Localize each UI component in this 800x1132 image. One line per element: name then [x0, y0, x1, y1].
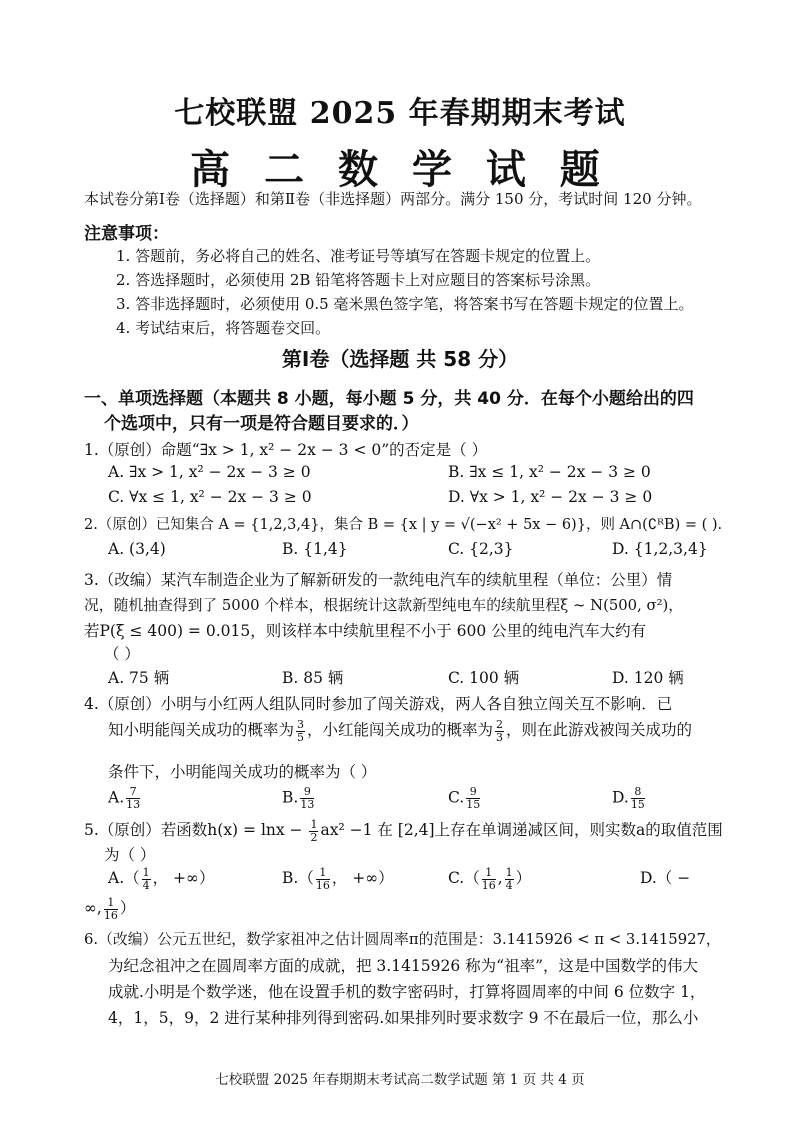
- q4-d-den: 15: [630, 798, 645, 811]
- q3-line4: （ ）: [104, 645, 140, 663]
- q4-fraction-xiaoming: [296, 719, 305, 744]
- q4-line2: [108, 718, 692, 744]
- q5-line1-part2: ax² −1 在 [2,4]上存在单调递减区间，则实数a的取值范围: [320, 821, 723, 839]
- q2-stem: 2.（原创）已知集合 A = {1,2,3,4}，集合 B = {x | y = √(−x² + 5x − 6)}，则 A∩(∁ᴿB) = ( ).: [84, 517, 723, 533]
- q4-a-den: 13: [126, 798, 141, 811]
- q3-option-d: D. 120 辆: [612, 669, 684, 687]
- exam-title: 七校联盟 2025 年春期期末考试: [174, 96, 626, 131]
- q5-half-den: 2: [310, 830, 318, 844]
- q4-option-c: [448, 786, 482, 811]
- q1-option-a: A. ∃x > 1, x² − 2x − 3 ≥ 0: [108, 463, 311, 481]
- q5-c-mid: ,: [497, 869, 503, 887]
- q5-half-num: 1: [310, 817, 318, 831]
- q1-option-d: D. ∀x > 1, x² − 2x − 3 ≥ 0: [448, 488, 653, 506]
- q5-b-pre: B.（: [282, 869, 314, 887]
- q5-c-fraction2: [505, 867, 514, 892]
- q4-a-num: 7: [126, 786, 140, 799]
- q5-a-fraction: [142, 867, 151, 892]
- notice-heading: 注意事项：: [84, 224, 169, 244]
- q4-b-den: 13: [300, 798, 315, 811]
- q4-option-d: [612, 786, 647, 811]
- q5-b-post: ， +∞）: [331, 869, 394, 887]
- q3-option-a: A. 75 辆: [108, 669, 170, 687]
- q6-line4: 4，1，5，9，2 进行某种排列得到密码.如果排列时要求数字 9 不在最后一位，那么小: [108, 1009, 699, 1027]
- q4-line2-part3: ，则在此游戏被闯关成功的: [506, 721, 693, 739]
- q5-d-post: ）: [119, 899, 136, 917]
- q5-c-den: 16: [481, 878, 496, 892]
- q5-a-pre: A.（: [108, 869, 140, 887]
- q5-c-num: 1: [482, 867, 496, 880]
- q4-option-d-label: D.: [612, 788, 629, 807]
- q3-option-c: C. 100 辆: [448, 669, 520, 687]
- q5-c2-num: 1: [505, 865, 513, 879]
- notice-item: 2. 答选择题时，必须使用 2B 铅笔将答题卡上对应题目的答案标号涂黑。: [116, 271, 601, 289]
- q5-line2: 为（ ）: [104, 846, 156, 864]
- q4-line3: 条件下，小明能闯关成功的概率为（ ）: [108, 763, 377, 781]
- q5-b-num: 1: [316, 867, 330, 880]
- q4-option-b-fraction: [300, 786, 314, 811]
- q3-line3: 若P(ξ ≤ 400) = 0.015，则该样本中续航里程不小于 600 公里的纯电汽车大约有: [84, 622, 647, 640]
- section1-heading-line2: 个选项中，只有一项是符合题目要求的．）: [104, 414, 419, 434]
- q2-option-a: A. (3,4): [108, 540, 166, 558]
- q4-line2-part1: 知小明能闯关成功的概率为: [108, 721, 295, 739]
- q1-stem: 1.（原创）命题“∃x > 1, x² − 2x − 3 < 0”的否定是（ ）: [84, 441, 488, 459]
- q2-option-b: B. {1,4}: [282, 540, 348, 558]
- q4-frac1-den: 5: [297, 730, 305, 744]
- subject-title: 高 二 数 学 试 题: [190, 146, 610, 193]
- q5-b-fraction: [316, 867, 330, 892]
- q4-d-num: 8: [631, 786, 645, 799]
- q4-option-b-label: B.: [282, 788, 299, 807]
- q4-option-a-label: A.: [108, 788, 125, 807]
- q5-option-d-cont: [84, 896, 135, 922]
- q4-c-den: 15: [466, 798, 481, 811]
- q4-frac1-num: 3: [297, 717, 305, 731]
- q5-c2-den: 4: [505, 878, 513, 892]
- q5-d-num: 1: [104, 897, 118, 910]
- q4-option-c-fraction: [466, 786, 480, 811]
- q4-option-b: [282, 786, 316, 811]
- q5-c-fraction1: [482, 867, 496, 892]
- q6-line1: 6.（改编）公元五世纪，数学家祖冲之估计圆周率π的范围是：3.1415926 < π < 3.1415927，: [84, 931, 721, 948]
- part1-heading: 第Ⅰ卷（选择题 共 58 分）: [281, 347, 519, 371]
- q5-d-den: 16: [103, 908, 118, 922]
- q4-option-d-fraction: [631, 786, 645, 811]
- q3-option-b: B. 85 辆: [282, 669, 344, 687]
- q5-d-fraction: [104, 897, 118, 922]
- q5-a-den: 4: [142, 878, 150, 892]
- q5-c-pre: C.（: [448, 869, 480, 887]
- q5-option-a: [108, 866, 214, 892]
- q5-line1-part1: 5.（原创）若函数h(x) = lnx −: [84, 821, 308, 839]
- q4-line1: 4.（原创）小明与小红两人组队同时参加了闯关游戏，两人各自独立闯关互不影响．已: [84, 695, 673, 713]
- q4-frac2-num: 2: [496, 717, 504, 731]
- q4-frac2-den: 3: [496, 730, 504, 744]
- q4-option-c-label: C.: [448, 788, 465, 807]
- q5-c-post: ）: [515, 869, 532, 887]
- q4-fraction-xiaohong: [495, 719, 504, 744]
- q2-option-d: D. {1,2,3,4}: [612, 540, 708, 558]
- intro-text: 本试卷分第Ⅰ卷（选择题）和第Ⅱ卷（非选择题）两部分。满分 150 分，考试时间 120 分钟。: [84, 190, 702, 208]
- q5-option-d: D.（ −: [640, 869, 691, 887]
- notice-item: 1. 答题前，务必将自己的姓名、准考证号等填写在答题卡规定的位置上。: [116, 247, 601, 265]
- q4-option-a: [108, 786, 142, 811]
- q5-d-line2-pre: ∞,: [84, 899, 102, 917]
- notice-item: 4. 考试结束后，将答题卷交回。: [116, 319, 331, 337]
- q6-line2: 为纪念祖冲之在圆周率方面的成就，把 3.1415926 称为“祖率”，这是中国数学的伟大: [108, 957, 699, 975]
- notice-item: 3. 答非选择题时，必须使用 0.5 毫米黑色签字笔，将答案书写在答题卡规定的位置上。: [116, 295, 694, 313]
- section1-heading: [84, 387, 724, 437]
- q5-option-c: [448, 866, 531, 892]
- section1-heading-line1: 一、单项选择题（本题共 8 小题，每小题 5 分，共 40 分．在每个小题给出的四: [84, 389, 694, 409]
- q1-option-b: B. ∃x ≤ 1, x² − 2x − 3 ≥ 0: [448, 463, 651, 481]
- q2-option-c: C. {2,3}: [448, 540, 514, 558]
- q3-line1: 3.（改编）某汽车制造企业为了解新研发的一款纯电汽车的续航里程（单位：公里）情: [84, 571, 673, 589]
- q1-option-c: C. ∀x ≤ 1, x² − 2x − 3 ≥ 0: [108, 488, 312, 506]
- q4-b-num: 9: [300, 786, 314, 799]
- q6-line3: 成就.小明是个数学迷，他在设置手机的数字密码时，打算将圆周率的中间 6 位数字 1，: [108, 983, 706, 1001]
- q4-line2-part2: ，小红能闯关成功的概率为: [307, 721, 494, 739]
- q5-line1: [84, 818, 723, 844]
- q4-option-a-fraction: [126, 786, 140, 811]
- q5-a-post: ， +∞）: [152, 869, 215, 887]
- q5-a-num: 1: [142, 865, 150, 879]
- q5-half-fraction: [309, 819, 318, 844]
- q3-line2: 况，随机抽查得到了 5000 个样本，根据统计这款新型纯电车的续航里程ξ ~ N(500, σ²)，: [84, 597, 684, 614]
- q5-b-den: 16: [315, 878, 330, 892]
- q5-option-b: [282, 866, 394, 892]
- page-footer: 七校联盟 2025 年春期期末考试高二数学试题 第 1 页 共 4 页: [215, 1072, 585, 1088]
- q4-c-num: 9: [466, 786, 480, 799]
